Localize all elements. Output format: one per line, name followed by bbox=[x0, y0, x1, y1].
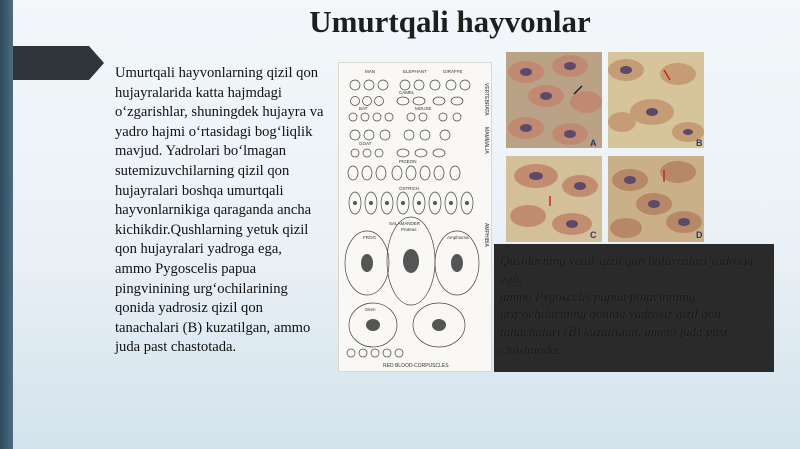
plate-label: Proteus bbox=[401, 227, 417, 232]
plate-label: GOAT bbox=[359, 141, 372, 146]
plate-label: OSTRICH bbox=[399, 186, 420, 191]
plate-label: ELEPHANT bbox=[403, 69, 427, 74]
blood-smear-photo-d bbox=[608, 156, 704, 252]
photo-label-c: C bbox=[590, 230, 597, 240]
blood-corpuscles-plate bbox=[338, 62, 492, 372]
plate-label: SALAMANDER bbox=[389, 221, 421, 226]
plate-label: FROG bbox=[363, 235, 376, 240]
plate-side-label: AMPHIBIA bbox=[483, 223, 489, 247]
slide-body-text: Umurtqali hayvonlarning qizil qon hujayralarida katta hajmdagi o‘zgarishlar, shuningdek hujayra va yadro hajmi o‘rtasidagi bog‘liqlik mavjud. Yadrolari bo‘lmagan sutemizuvchilarning qizil qon hujayralari boshqa umurtqali hayvonlarnikiga qaraganda ancha kichikdir.Qushlarning yetuk qizil qon hujayralari yadroga ega, ammo Pygoscelis papua pingvinining urg‘ochilarining qonida yadrosiz qizil qon tanachalari (B) kuzatilgan, ammo juda past chastotada. bbox=[115, 65, 324, 356]
photo-label-a: A bbox=[590, 138, 597, 148]
plate-label: Amphiuma bbox=[447, 235, 469, 240]
plate-label: Siren bbox=[365, 307, 376, 312]
photo-label-b: B bbox=[696, 138, 703, 148]
corpuscles-illustration bbox=[339, 63, 491, 371]
plate-label: GIRAFFE bbox=[443, 69, 463, 74]
photo-label-d: D bbox=[696, 230, 703, 240]
caption-text: Qushlarning yetuk qizil qon hujayralari yadroga ega, ammo Pygoscelis papua pingvinining urg‘ochilarining qonida yadrosiz qizil qon tanachalari (B) kuzatilgan, ammo juda past chastotada. bbox=[500, 253, 754, 357]
plate-side-label: MAMMALIA bbox=[483, 127, 489, 154]
slide-title: Umurtqali hayvonlar bbox=[309, 4, 591, 39]
plate-label: BAT bbox=[359, 106, 368, 111]
plate-side-label: VERTEBRATA bbox=[483, 83, 489, 116]
blood-smear-photo-b bbox=[608, 52, 704, 148]
plate-label: MAN bbox=[365, 69, 375, 74]
plate-label: MOUSE bbox=[415, 106, 432, 111]
bullet-marker-tip bbox=[89, 46, 104, 80]
plate-footer: RED BLOOD-CORPUSCLES bbox=[383, 363, 449, 369]
plate-label: PIGEON bbox=[399, 159, 417, 164]
bullet-marker bbox=[13, 46, 89, 80]
blood-smear-photo-c bbox=[506, 156, 602, 252]
blood-smear-photo-a bbox=[506, 52, 602, 148]
plate-label: CAMEL bbox=[399, 90, 415, 95]
left-accent-bar bbox=[0, 0, 13, 449]
